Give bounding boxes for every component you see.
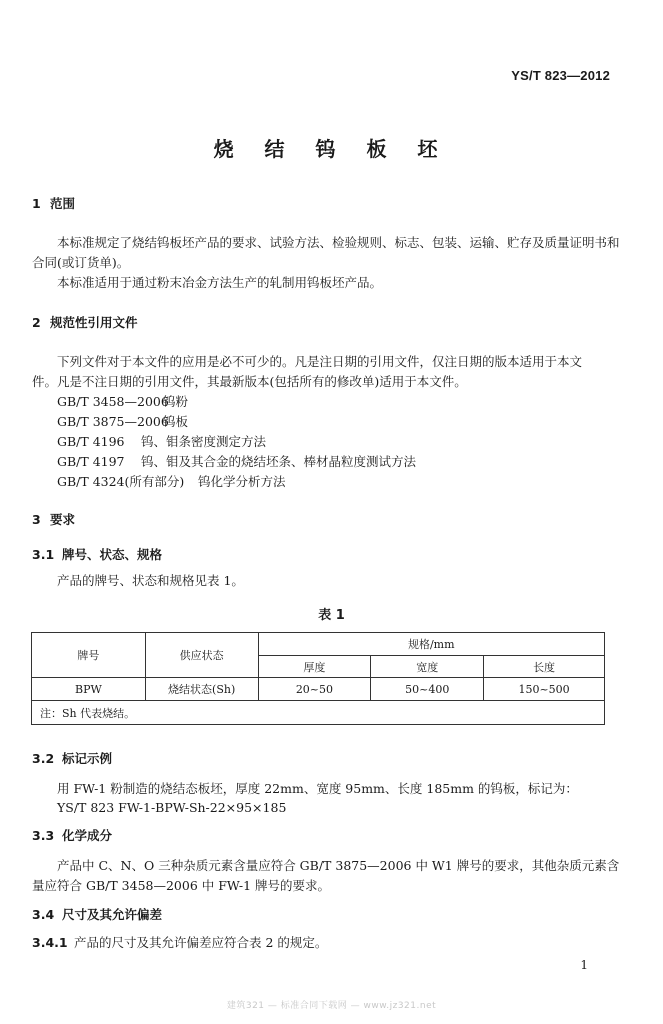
spec-table [31, 632, 605, 725]
s3-2-text: 用 FW-1 粉制造的烧结态板坯，厚度 22mm、宽度 95mm、长度 185mm 的钨板，标记为： [57, 781, 578, 796]
header-spec-group: 规格/mm [258, 633, 604, 656]
header-grade: 牌号 [32, 633, 146, 678]
section-title: 化学成分 [62, 828, 113, 843]
watermark-footer: 建筑321 — 标准合同下载网 — www.jz321.net [226, 1001, 437, 1011]
s1-para1-line2: 合同(或订货单)。 [32, 255, 130, 270]
reference-title: 钨粉 [163, 394, 189, 409]
s2-intro-line1: 下列文件对于本文件的应用是必不可少的。凡是注日期的引用文件，仅注日期的版本适用于本文 [57, 354, 583, 369]
reference-code: GB/T 3875—2006 [57, 414, 169, 429]
section-number: 3.4.1 [32, 935, 68, 950]
section-number: 3.2 [32, 751, 55, 766]
table-1-caption: 表 1 [318, 608, 345, 623]
reference-item [57, 392, 188, 410]
reference-item [57, 412, 188, 430]
s1-para2: 本标准适用于通过粉末冶金方法生产的轧制用钨板坯产品。 [57, 275, 383, 290]
s1-para1-line1: 本标准规定了烧结钨板坯产品的要求、试验方法、检验规则、标志、包装、运输、贮存及质量证明书和 [57, 235, 620, 250]
s3-2-example: YS/T 823 FW-1-BPW-Sh-22×95×185 [57, 800, 287, 815]
section-2-heading [32, 313, 138, 331]
header-width: 宽度 [371, 656, 484, 678]
header-length: 长度 [484, 656, 605, 678]
section-3-4-heading [32, 905, 162, 923]
reference-title: 钨、钼条密度测定方法 [141, 434, 267, 449]
reference-title: 钨化学分析方法 [198, 474, 286, 489]
page-number: 1 [580, 958, 588, 972]
table-row [32, 678, 605, 701]
reference-title: 钨、钼及其合金的烧结坯条、棒材晶粒度测试方法 [141, 454, 417, 469]
header-state: 供应状态 [145, 633, 258, 678]
section-title: 规范性引用文件 [50, 315, 138, 330]
cell-width: 50~400 [371, 678, 484, 701]
section-3-2-heading [32, 749, 112, 767]
reference-title: 钨板 [163, 414, 189, 429]
s3-4-1-clause [32, 933, 327, 953]
cell-state: 烧结状态(Sh) [145, 678, 258, 701]
reference-code: GB/T 4196 [57, 434, 125, 449]
section-title: 标记示例 [62, 751, 113, 766]
section-title: 范围 [50, 196, 76, 211]
section-title: 尺寸及其允许偏差 [62, 907, 163, 922]
reference-item [57, 432, 266, 450]
section-number: 3.4 [32, 907, 55, 922]
reference-item [57, 472, 286, 490]
section-title: 要求 [50, 512, 76, 527]
s3-1-text: 产品的牌号、状态和规格见表 1。 [57, 573, 244, 588]
standard-code: YS/T 823—2012 [511, 68, 610, 83]
cell-grade: BPW [32, 678, 146, 701]
s3-3-text-line1: 产品中 C、N、O 三种杂质元素含量应符合 GB/T 3875—2006 中 W1 牌号的要求，其他杂质元素含 [57, 858, 620, 873]
section-3-3-heading [32, 826, 112, 844]
reference-code: GB/T 4324(所有部分) [57, 474, 185, 489]
cell-length: 150~500 [484, 678, 605, 701]
section-1-heading [32, 194, 75, 212]
section-number: 2 [32, 315, 41, 330]
s2-intro-line2: 件。凡是不注日期的引用文件，其最新版本(包括所有的修改单)适用于本文件。 [32, 374, 467, 389]
cell-thickness: 20~50 [258, 678, 371, 701]
clause-text: 产品的尺寸及其允许偏差应符合表 2 的规定。 [74, 935, 328, 950]
section-number: 1 [32, 196, 41, 211]
section-3-heading [32, 510, 75, 528]
section-number: 3 [32, 512, 41, 527]
s3-3-text-line2: 量应符合 GB/T 3458—2006 中 FW-1 牌号的要求。 [32, 878, 330, 893]
header-thickness: 厚度 [258, 656, 371, 678]
document-title: 烧 结 钨 板 坯 [213, 137, 450, 161]
table-note: 注：Sh 代表烧结。 [32, 701, 605, 725]
section-3-1-heading [32, 545, 162, 563]
section-number: 3.3 [32, 828, 55, 843]
reference-code: GB/T 3458—2006 [57, 394, 169, 409]
section-number: 3.1 [32, 547, 55, 562]
reference-item [57, 452, 416, 470]
section-title: 牌号、状态、规格 [62, 547, 163, 562]
reference-code: GB/T 4197 [57, 454, 125, 469]
